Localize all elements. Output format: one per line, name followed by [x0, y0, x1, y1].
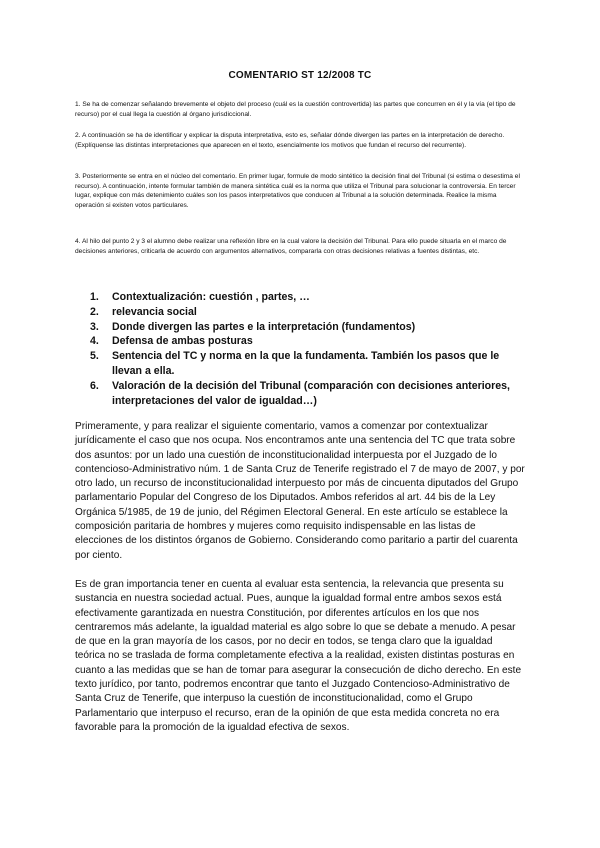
outline-number: 2. [90, 305, 99, 318]
instruction-1: 1. Se ha de comenzar señalando brevemente el objeto del proceso (cuál es la cuestión controvertida) las partes que concurren en él y la vía (el tipo de recurso) por el cual llega la cuestión al órgano jurisdiccional. [75, 101, 516, 118]
outline-number: 1. [90, 291, 99, 303]
outline-item [90, 349, 530, 379]
instruction-2: 2. A continuación se ha de identificar y explicar la disputa interpretativa, esto es, señalar dónde divergen las partes en la interpretación de derecho. (Explíquense las distintas interpretaciones que aparecen en el texto, esencialmente los motivos que fundan el recurso del recurrente). [75, 132, 505, 149]
outline-item [90, 305, 530, 320]
outline-number: 3. [90, 320, 99, 333]
outline-text: relevancia social [112, 305, 197, 318]
instruction-3: 3. Posteriormente se entra en el núcleo del comentario. En primer lugar, formule de modo sintético la decisión final del Tribunal (si estima o desestima el recurso). A continuación, intente formular también de manera sintética cuál es la norma que utiliza el Tribunal para solucionar la controversia. En tercer lugar, explique con más detenimiento cuáles son los pasos interpretativos que conducen al Tribunal a la solución determinada. Realice la misma operación si existen votos particulares. [75, 173, 520, 209]
body-paragraph-1: Primeramente, y para realizar el siguiente comentario, vamos a comenzar por contextualizar jurídicamente el caso que nos ocupa. Nos encontramos ante una sentencia del TC que trata sobre dos asuntos: por un lado una cuestión de inconstitucionalidad interpuesta por el Juzgado de lo contencioso-Administrativo núm. 1 de Santa Cruz de Tenerife registrado el 7 de mayo de 2007, y por otro lado, un recurso de inconstitucionalidad interpuesto por más de cincuenta diputados del Grupo parlamentario Popular del Congreso de los Diputados. Ambos referidos al art. 44 bis de la Ley Orgánica 5/1985, de 19 de junio, del Régimen Electoral General. En este artículo se establece la composición paritaria de hombres y mujeres como requisito indispensable en las listas de elecciones de los distintos órganos de Gobierno. Considerando como paritario a partir del cuarenta por ciento. [75, 421, 525, 561]
outline-text: Donde divergen las partes e la interpretación (fundamentos) [112, 320, 416, 333]
outline-item [90, 290, 530, 305]
outline-item [90, 334, 530, 349]
outline-text: Contextualización: cuestión , partes, … [112, 291, 310, 303]
outline-text: Sentencia del TC y norma en la que la fundamenta. También los pasos que le llevan a ella. [112, 350, 500, 377]
outline-item [90, 320, 530, 335]
instruction-4: 4. Al hilo del punto 2 y 3 el alumno debe realizar una reflexión libre en la cual valore la decisión del Tribunal. Para ello puede situarla en el marco de decisiones anteriores, criticarla de acuerdo con argumentos alternativos, compararla con otras decisiones relativas a fuentes distintas, etc. [75, 238, 507, 255]
outline-text: Valoración de la decisión del Tribunal (comparación con decisiones anteriores, interpretaciones del valor de igualdad…) [112, 379, 510, 407]
outline-list [90, 290, 530, 408]
outline-number: 4. [90, 335, 99, 348]
outline-number: 6. [90, 379, 99, 392]
outline-number: 5. [90, 350, 99, 363]
outline-text: Defensa de ambas posturas [112, 335, 253, 348]
outline-item [90, 379, 530, 409]
document-title: COMENTARIO ST 12/2008 TC [228, 70, 372, 81]
body-paragraph-2: Es de gran importancia tener en cuenta al evaluar esta sentencia, la relevancia que presenta su sustancia en nuestra sociedad actual. Pues, aunque la igualdad formal entre ambos sexos está efectivamente garantizada en nuestra Constitución, por diferentes artículos en los que nos centraremos más adelante, la igualdad material es algo sobre lo que se debate a menudo. A pesar de que en la gran mayoría de los casos, por no decir en todos, se tenga claro que la igualdad teórica no se traslada de forma completamente efectiva a la realidad, existen distintas posturas en cuanto a las medidas que se han de tomar para asegurar la consecución de dicho derecho. En este texto jurídico, por tanto, podremos encontrar que tanto el Juzgado Contencioso-Administrativo de Santa Cruz de Tenerife, que interpuso la cuestión de inconstitucionalidad, como el Grupo Parlamentario que interpuso el recurso, eran de la opinión de que esta medida concreta no era favorable para la promoción de la igualdad efectiva de sexos. [75, 579, 522, 733]
